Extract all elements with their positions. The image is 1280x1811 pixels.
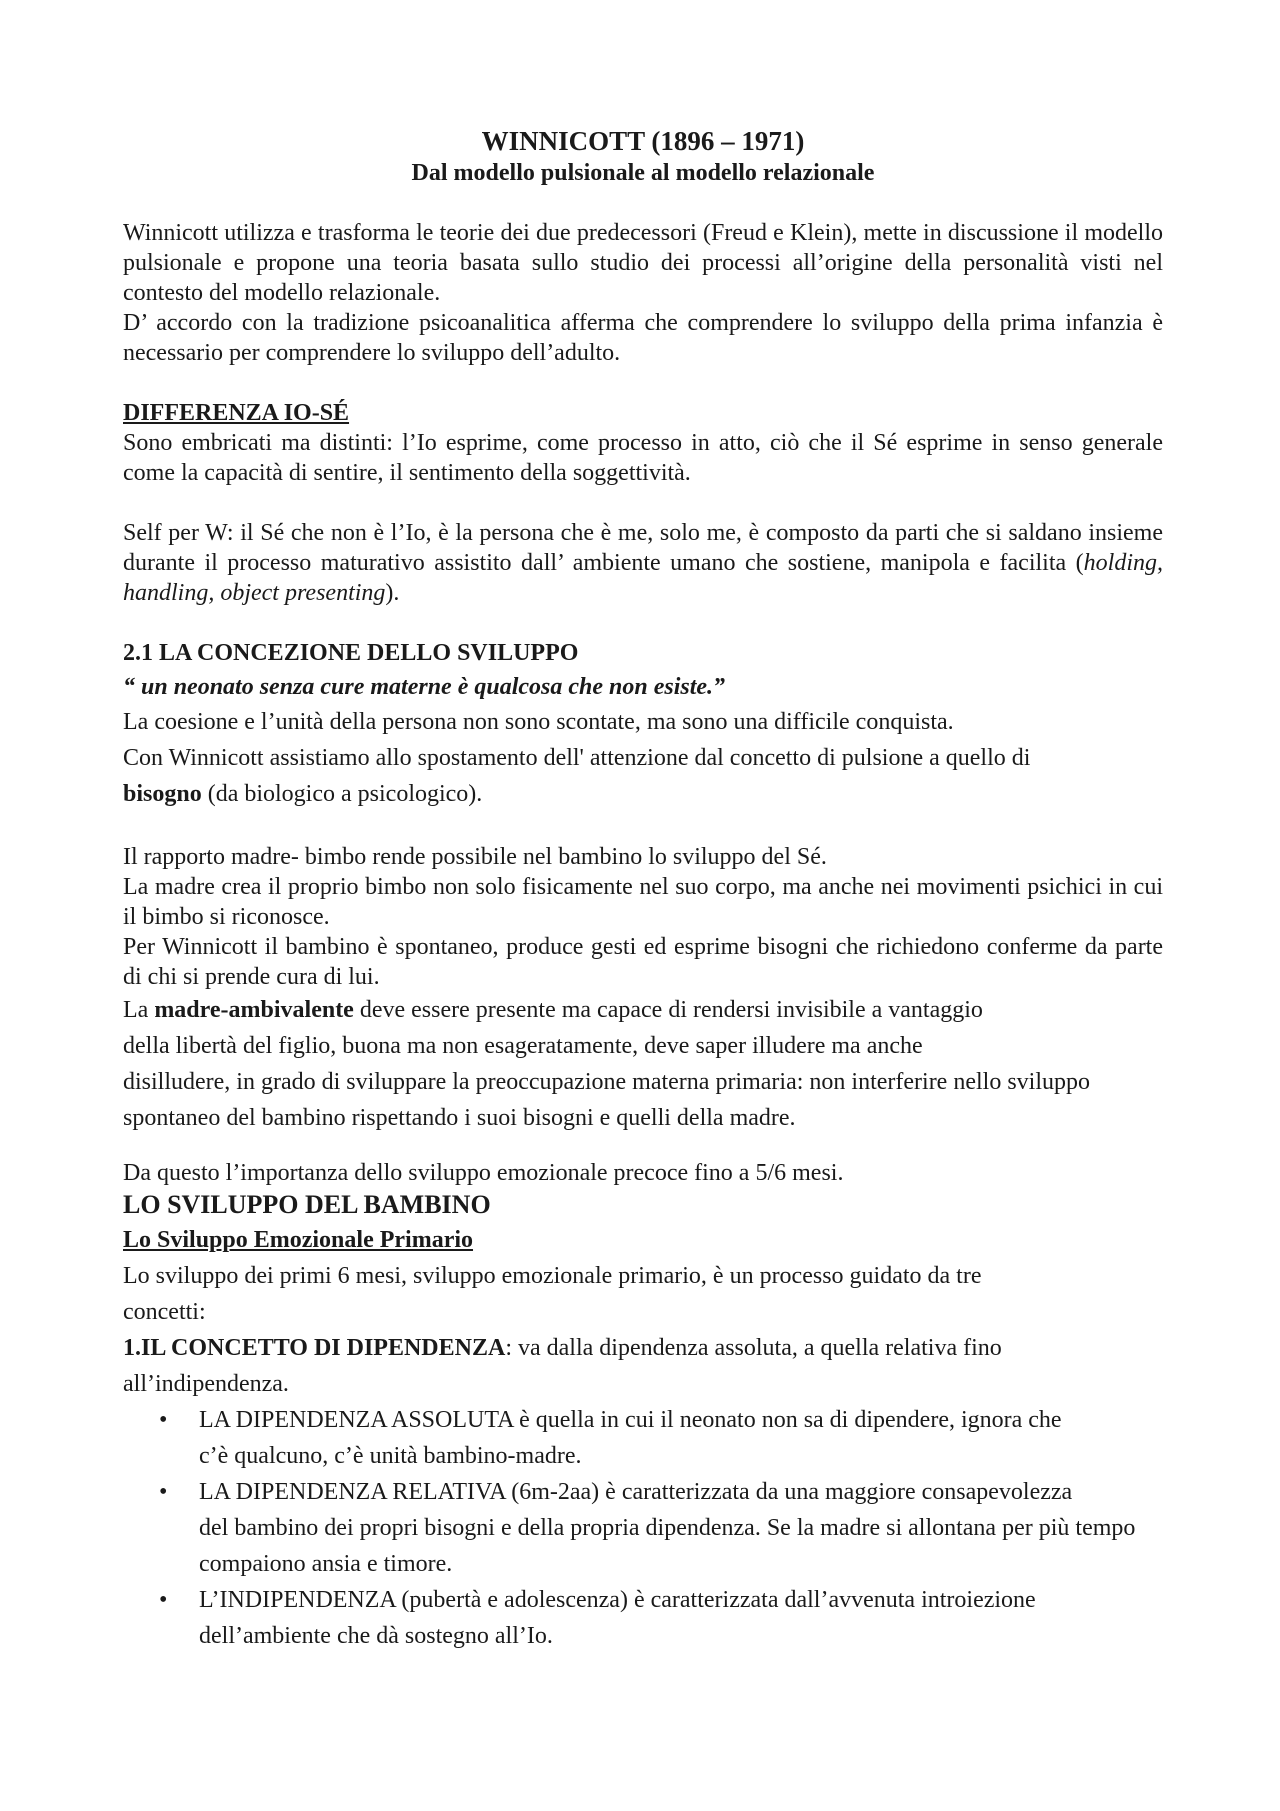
spacer [123, 608, 1163, 638]
document-body [123, 124, 1163, 1654]
bold-term-bisogno: bisogno [123, 781, 202, 807]
spacer [123, 368, 1163, 398]
spacer [123, 188, 1163, 218]
spacer [123, 812, 1163, 842]
section2-paragraph-5: Per Winnicott il bambino è spontaneo, produce gesti ed esprime bisogni che richiedono conferme da parte di chi si prende cura di lui. [123, 934, 1163, 990]
spacer [123, 488, 1163, 518]
italic-terms: holding, handling, object presenting [123, 550, 1163, 606]
list-item: • L’INDIPENDENZA (pubertà e adolescenza) è caratterizzata dall’avvenuta introiezione dell’ambiente che dà sostegno all’Io. [199, 1582, 1163, 1654]
section2-paragraph-3: Il rapporto madre- bimbo rende possibile nel bambino lo sviluppo del Sé. [123, 844, 827, 870]
spacer [123, 1136, 1163, 1158]
section1-paragraph-2: Self per W: il Sé che non è l’Io, è la persona che è me, solo me, è composto da parti che si saldano insieme durante il processo maturativo assistito dall’ ambiente umano che sostiene, manipola e facilita (holding, handling, object presenting). [123, 520, 1163, 606]
dependency-list [123, 1402, 1163, 1654]
section2-quote: “ un neonato senza cure materne è qualcosa che non esiste.” [123, 674, 726, 700]
bold-term-madre-ambivalente: madre-ambivalente [154, 997, 354, 1023]
concept-dipendenza: 1.IL CONCETTO DI DIPENDENZA: va dalla dipendenza assoluta, a quella relativa fino all’indipendenza. [123, 1335, 1002, 1397]
section1-paragraph-1: Sono embricati ma distinti: l’Io esprime, come processo in atto, ciò che il Sé esprime in senso generale come la capacità di sentire, il sentimento della soggettività. [123, 430, 1163, 486]
section-heading-sviluppo-bambino: LO SVILUPPO DEL BAMBINO [123, 1190, 491, 1219]
document-subtitle: Dal modello pulsionale al modello relazionale [411, 160, 875, 186]
bullet-icon: • [159, 1587, 168, 1613]
section2-paragraph-1: La coesione e l’unità della persona non sono scontate, ma sono una difficile conquista. [123, 709, 954, 735]
list-item: • LA DIPENDENZA RELATIVA (6m-2aa) è caratterizzata da una maggiore consapevolezza del bambino dei propri bisogni e della propria dipendenza. Se la madre si allontana per più tempo compaiono ansia e timore. [199, 1474, 1163, 1582]
section2-paragraph-4: La madre crea il proprio bimbo non solo fisicamente nel suo corpo, ma anche nei movimenti psichici in cui il bimbo si riconosce. [123, 874, 1163, 930]
intro-paragraph-2: D’ accordo con la tradizione psicoanalitica afferma che comprendere lo sviluppo della prima infanzia è necessario per comprendere lo sviluppo dell’adulto. [123, 310, 1163, 366]
document-title: WINNICOTT (1896 – 1971) [481, 126, 805, 156]
section2-paragraph-7: Da questo l’importanza dello sviluppo emozionale precoce fino a 5/6 mesi. [123, 1160, 844, 1186]
section-heading-io-se: DIFFERENZA IO-SÉ [123, 400, 350, 426]
bold-concept-title: 1.IL CONCETTO DI DIPENDENZA [123, 1335, 506, 1361]
list-item: • LA DIPENDENZA ASSOLUTA è quella in cui il neonato non sa di dipendere, ignora che c’è qualcuno, c’è unità bambino-madre. [199, 1402, 1163, 1474]
section3-paragraph-1: Lo sviluppo dei primi 6 mesi, sviluppo emozionale primario, è un processo guidato da tre concetti: [123, 1263, 982, 1325]
intro-paragraph-1: Winnicott utilizza e trasforma le teorie dei due predecessori (Freud e Klein), mette in discussione il modello pulsionale e propone una teoria basata sullo studio dei processi all’origine della personalità visti nel contesto del modello relazionale. [123, 220, 1163, 306]
bullet-icon: • [159, 1479, 168, 1505]
subheading-sviluppo-emozionale: Lo Sviluppo Emozionale Primario [123, 1227, 474, 1253]
section2-paragraph-2: Con Winnicott assistiamo allo spostamento dell' attenzione dal concetto di pulsione a quello di bisogno (da biologico a psicologico). [123, 745, 1031, 807]
bullet-icon: • [159, 1407, 168, 1433]
section2-paragraph-6: La madre-ambivalente deve essere presente ma capace di rendersi invisibile a vantaggio della libertà del figlio, buona ma non esageratamente, deve saper illudere ma anche disilludere, in grado di sviluppare la preoccupazione materna primaria: non interferire nello sviluppo spontaneo del bambino rispettando i suoi bisogni e quelli della madre. [123, 997, 1090, 1131]
section-heading-concezione: 2.1 LA CONCEZIONE DELLO SVILUPPO [123, 640, 579, 666]
